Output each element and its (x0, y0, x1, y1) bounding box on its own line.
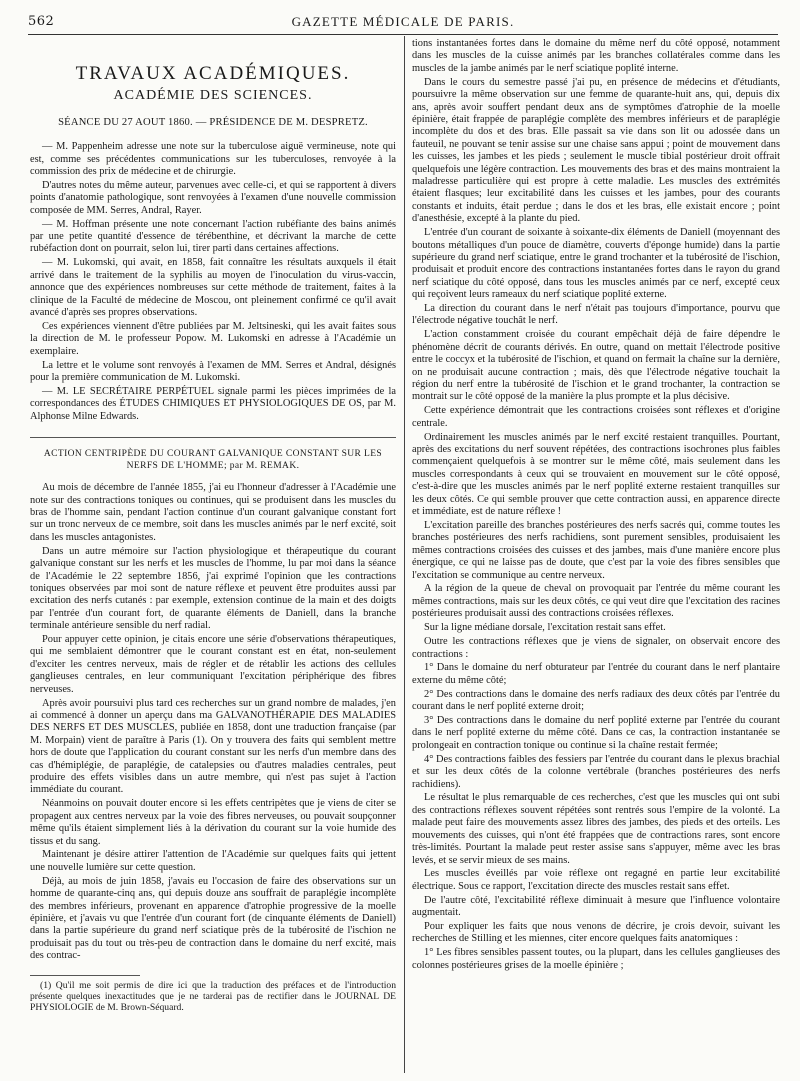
paragraph: L'entrée d'un courant de soixante à soixante-dix éléments de Daniell (moyennant des boutons métalliques d'un pouce de diamètre, couverts d'éponge humide) dans la partie supérieure du grand nerf sciatique, entre le grand trochanter et la tubérosité de l'ischion, produisait et produit encore des contractions instantanées fortes dans le rayon du grand nerf sciatique du côté opposé, dans tous les muscles animés par ce nerf, excepté ceux qui reçoivent leurs rameaux du nerf sciatique poplité externe. (412, 227, 780, 301)
paragraph: Ces expériences viennent d'être publiées par M. Jeltsineski, qui les avait faites sous la direction de M. le professeur Popow. M. Lukomski en adresse à l'Académie un exemplaire. (30, 320, 396, 357)
paragraph: Maintenant je désire attirer l'attention de l'Académie sur quelques faits qui jettent une nouvelle lumière sur cette question. (30, 849, 396, 873)
paragraph: Au mois de décembre de l'année 1855, j'ai eu l'honneur d'adresser à l'Académie une note sur des contractions toniques ou continues, qui se produisent dans les muscles du bras de l'homme sain, pendant l'action continue d'un courant galvanique constant fort sur un tronc nerveux de ce membre, soit dans les muscles animés par le nerf excité, soit dans les muscles antagonistes. (30, 482, 396, 543)
article-title: ACTION CENTRIPÈDE DU COURANT GALVANIQUE CONSTANT SUR LES NERFS DE L'HOMME; par M. REMAK. (30, 437, 396, 472)
paragraph: A la région de la queue de cheval on provoquait par l'entrée du même courant les mêmes contractions, mais sur les deux côtés, ce qui veut dire que l'excitation des racines postérieures produisait aussi des contractions croisées réflexes. (412, 583, 780, 620)
paragraph: Déjà, au mois de juin 1858, j'avais eu l'occasion de faire des observations sur un homme de quarante-cinq ans, qui depuis douze ans souffrait de paraplégie incomplète des membres inférieurs, provenant en apparence d'atrophie progressive de la moelle épinière, et j'avais vu que l'entrée d'un courant fort (de cinquante éléments de Daniell) dans la partie supérieure du grand nerf sciatique près de la tubérosité de l'ischion ne produisait pas du tout ou très-peu de contraction dans le domaine du nerf excité, mais des contrac- (30, 875, 396, 962)
paragraph: Cette expérience démontrait que les contractions croisées sont réflexes et d'origine centrale. (412, 405, 780, 429)
journal-title: GAZETTE MÉDICALE DE PARIS. (291, 14, 515, 29)
paragraph: D'autres notes du même auteur, parvenues avec celle-ci, et qui se rapportent à divers points d'anatomie pathologique, sont renvoyées à l'examen d'une nouvelle commission composée de MM. Serres, Andral, Rayer. (30, 179, 396, 216)
paragraph: L'action constamment croisée du courant empêchait déjà de faire dépendre le phénomène décrit de courants dérivés. En outre, quand on mettait l'électrode positive entre le coccyx et la tubérosité de l'ischion, et quand on fermait la chaîne sur la dernière, on ne produisait aucune contraction ; mais, dès que l'électrode négative touchait la région du nerf entre la tubérosité de l'ischion et le grand trochanter, la contraction se montrait sur le côté opposé de la manière la plus prompte et la plus décisive. (412, 329, 780, 403)
page-header (28, 10, 778, 32)
paragraph: Les muscles éveillés par voie réflexe ont regagné en partie leur excitabilité électrique. Sous ce rapport, l'excitation directe des muscles restait sans effet. (412, 868, 780, 892)
paragraph: Après avoir poursuivi plus tard ces recherches sur un grand nombre de malades, j'en ai commencé à donner un aperçu dans ma GALVANOTHÉRAPIE DES MALADIES DES NERFS ET DES MUSCLES, publiée en 1858, dont une traduction française (par M. Morpain) vient de paraître à Paris (1). On y trouvera des faits qui semblent mettre hors de doute que l'application du courant constant sur les nerfs d'un membre dans des cas d'hémiplégie, de paraplégie, de catalepsies ou d'autres maladies centrales, peut produire des effets visibles dans un autre membre, qui n'est pas sujet à l'action immédiate du courant. (30, 697, 396, 796)
paragraph: De l'autre côté, l'excitabilité réflexe diminuait à mesure que l'influence volontaire augmentait. (412, 894, 780, 919)
paragraph: La lettre et le volume sont renvoyés à l'examen de MM. Serres et Andral, désignés pour la première communication de M. Lukomski. (30, 359, 396, 384)
paragraph: — M. Lukomski, qui avait, en 1858, fait connaître les résultats auxquels il était arrivé dans le traitement de la syphilis au moyen de l'inoculation du virus-vaccin, annonce que des expériences nombreuses sur cette méthode de traitement, faites à la clinique de la Faculté de médecine de Moscou, ont pleinement confirmé ce qu'il avait avancé d'après ses propres observations. (30, 257, 396, 318)
footnote: (1) Qu'il me soit permis de dire ici que la traduction des préfaces et de l'introduction présente quelques inexactitudes que je ne tarderai pas de rectifier dans le JOURNAL DE PHYSIOLOGIE de M. Brown-Séquard. (30, 979, 396, 1014)
right-column (412, 38, 780, 1068)
paragraph: Outre les contractions réflexes que je viens de signaler, on observait encore des contractions : (412, 636, 780, 660)
header-rule (28, 34, 778, 35)
page-number: 562 (28, 14, 55, 29)
list-item: 2° Des contractions dans le domaine des nerfs radiaux des deux côtés par l'entrée du courant dans le nerf poplité externe droit; (412, 688, 780, 713)
list-item: 1° Les fibres sensibles passent toutes, ou la plupart, dans les cellules ganglieuses des colonnes postérieures grises de la moelle épinière ; (412, 947, 780, 971)
paragraph: — M. Pappenheim adresse une note sur la tuberculose aiguë vermineuse, note qui est, comme ses précédentes communications sur les tuberculoses, renvoyée à la commission des prix de médecine et de chirurgie. (30, 141, 396, 178)
paragraph: Néanmoins on pouvait douter encore si les effets centripètes que je viens de citer se propagent aux centres nerveux par la voie des fibres nerveuses, ou pouvait soupçonner même qu'ils étaient simplement liés à la dérivation du courant sur la voie humide des tissus et du sang. (30, 798, 396, 847)
paragraph: Le résultat le plus remarquable de ces recherches, c'est que les muscles qui ont subi des contractions réflexes souvent répétées sont rentrés sous l'empire de la volonté. La malade peut faire des mouvements assez libres des jambes, des pieds et des orteils. Les mouvements des cuisses, qui n'ont été frappées que de contractions rares, sont encore très-limités. Pourtant la malade peut rester assise sans s'appuyer, même avec les bras levés, et se servir mieux de ses mains. (412, 792, 780, 866)
paragraph: La direction du courant dans le nerf n'était pas toujours d'importance, pourvu que l'électrode négative touchât le nerf. (412, 303, 780, 327)
section-title: TRAVAUX ACADÉMIQUES. (75, 63, 351, 84)
paragraph: Ordinairement les muscles animés par le nerf excité restaient tranquilles. Pourtant, après des excitations du nerf souvent répétées, des contractions isochrones plus faibles commençaient quelquefois à se montrer sur le même côté, mais seulement dans les muscles correspondants à ceux qui se trouvaient en mouvement sur le côté opposé, c'est-à-dire que les muscles animés par le nerf poplité externe restaient tranquilles sur les deux côtés. Ce qui semble prouver que cette contraction aussi, en apparence directe et immédiate, est de nature réflexe ! (412, 431, 780, 518)
paragraph: — M. Hoffman présente une note concernant l'action rubéfiante des bains animés par une petite quantité d'essence de térébenthine, et décrivant la marche de cette rubéfaction dont on pourrait, selon lui, tirer parti dans certaines affections. (30, 218, 396, 255)
paragraph: — M. LE SECRÉTAIRE PERPÉTUEL signale parmi les pièces imprimées de la correspondances des ÉTUDES CHIMIQUES ET PHYSIOLOGIQUES DE OS, par M. Alphonse Milne Edwards. (30, 385, 396, 422)
left-column (30, 38, 396, 1038)
column-divider (404, 36, 405, 1073)
paragraph: Pour expliquer les faits que nous venons de décrire, je crois devoir, suivant les recherches de Stilling et les miennes, citer encore quelques faits anatomiques : (412, 921, 780, 945)
list-item: 4° Des contractions faibles des fessiers par l'entrée du courant dans le plexus brachial et sur les deux côtés de la colonne vertébrale (branches postérieures des nerfs rachidiens). (412, 753, 780, 790)
paragraph: Dans le cours du semestre passé j'ai pu, en présence de médecins et d'étudiants, poursuivre la même observation sur une femme de quarante-huit ans, qui, depuis dix ans, après avoir souffert pendant deux ans de symptômes d'atrophie de la moelle épinière, était frappée de paraplégie complète des membres inférieurs et de paraplégie incomplète du dos et des bras. Elle passait sa vie dans son lit ou adossée dans un fauteuil, ne pouvant se tenir assise sur une chaise sans appui ; point de mouvement dans les cuisses, les jambes et les pieds ; seulement le muscle tibial postérieur droit offrait quelquefois une légère contraction. Les mouvements des bras et des mains montraient la maladresse particulière qui est propre à cette maladie. Les muscles des extrémités étaient flasques; leur excitabilité dans les cuisses et les jambes, pour des courants constants et induits, était perdue ; dans le dos et les bras, elle existait encore ; point d'anesthésie, excepté à la plante du pied. (412, 76, 780, 225)
seance-heading: SÉANCE DU 27 AOUT 1860. — PRÉSIDENCE DE M. DESPRETZ. (58, 116, 368, 128)
paragraph: Dans un autre mémoire sur l'action physiologique et thérapeutique du courant galvanique constant sur les nerfs et les muscles de l'homme, lu par moi dans la séance de l'Académie le 22 septembre 1856, j'ai exprimé l'opinion que les contractions toniques observées par moi sont de nature réflexe et peuvent être produites aussi par excitation des nerfs cutanés : par exemple, extension continue de la main et des doigts par l'entrée d'un courant fort, de quarante éléments de Daniell, dans la branche terminale antérieure sensible du nerf radial. (30, 545, 396, 632)
paragraph: L'excitation pareille des branches postérieures des nerfs sacrés qui, comme toutes les branches postérieures des nerfs rachidiens, sont purement sensibles, produisaient les mêmes contractions croisées des cuisses et des jambes, mais d'une manière encore plus énergique, ce qui ne laisse pas de doute, que c'est par la voie des fibres sensibles que l'excitation se communique au centre nerveux. (412, 519, 780, 581)
section-subtitle: ACADÉMIE DES SCIENCES. (113, 88, 313, 104)
paragraph: Pour appuyer cette opinion, je citais encore une série d'observations thérapeutiques, qui me semblaient démontrer que le courant constant est en état, non-seulement d'exciter les centres nerveux, mais de régler et de rétablir les actions des cellules ganglieuses centrales, en leur communiquant l'excitation périphérique des fibres nerveuses. (30, 634, 396, 695)
footnote-rule (30, 975, 140, 976)
list-item: 1° Dans le domaine du nerf obturateur par l'entrée du courant dans le nerf plantaire externe du même côté; (412, 662, 780, 686)
list-item: 3° Des contractions dans le domaine du nerf poplité externe par l'entrée du courant dans le nerf poplité externe du même côté. Dans ce cas, la contraction instantanée se prolongeait en contraction tonique ou continue si la chaîne restait fermée; (412, 715, 780, 751)
paragraph: Sur la ligne médiane dorsale, l'excitation restait sans effet. (424, 622, 666, 634)
paragraph: tions instantanées fortes dans le domaine du même nerf du côté opposé, notamment dans les muscles de la cuisse animés par les branches collatérales comme dans les muscles de la jambe animés par le nerf sciatique poplité interne. (412, 38, 780, 74)
